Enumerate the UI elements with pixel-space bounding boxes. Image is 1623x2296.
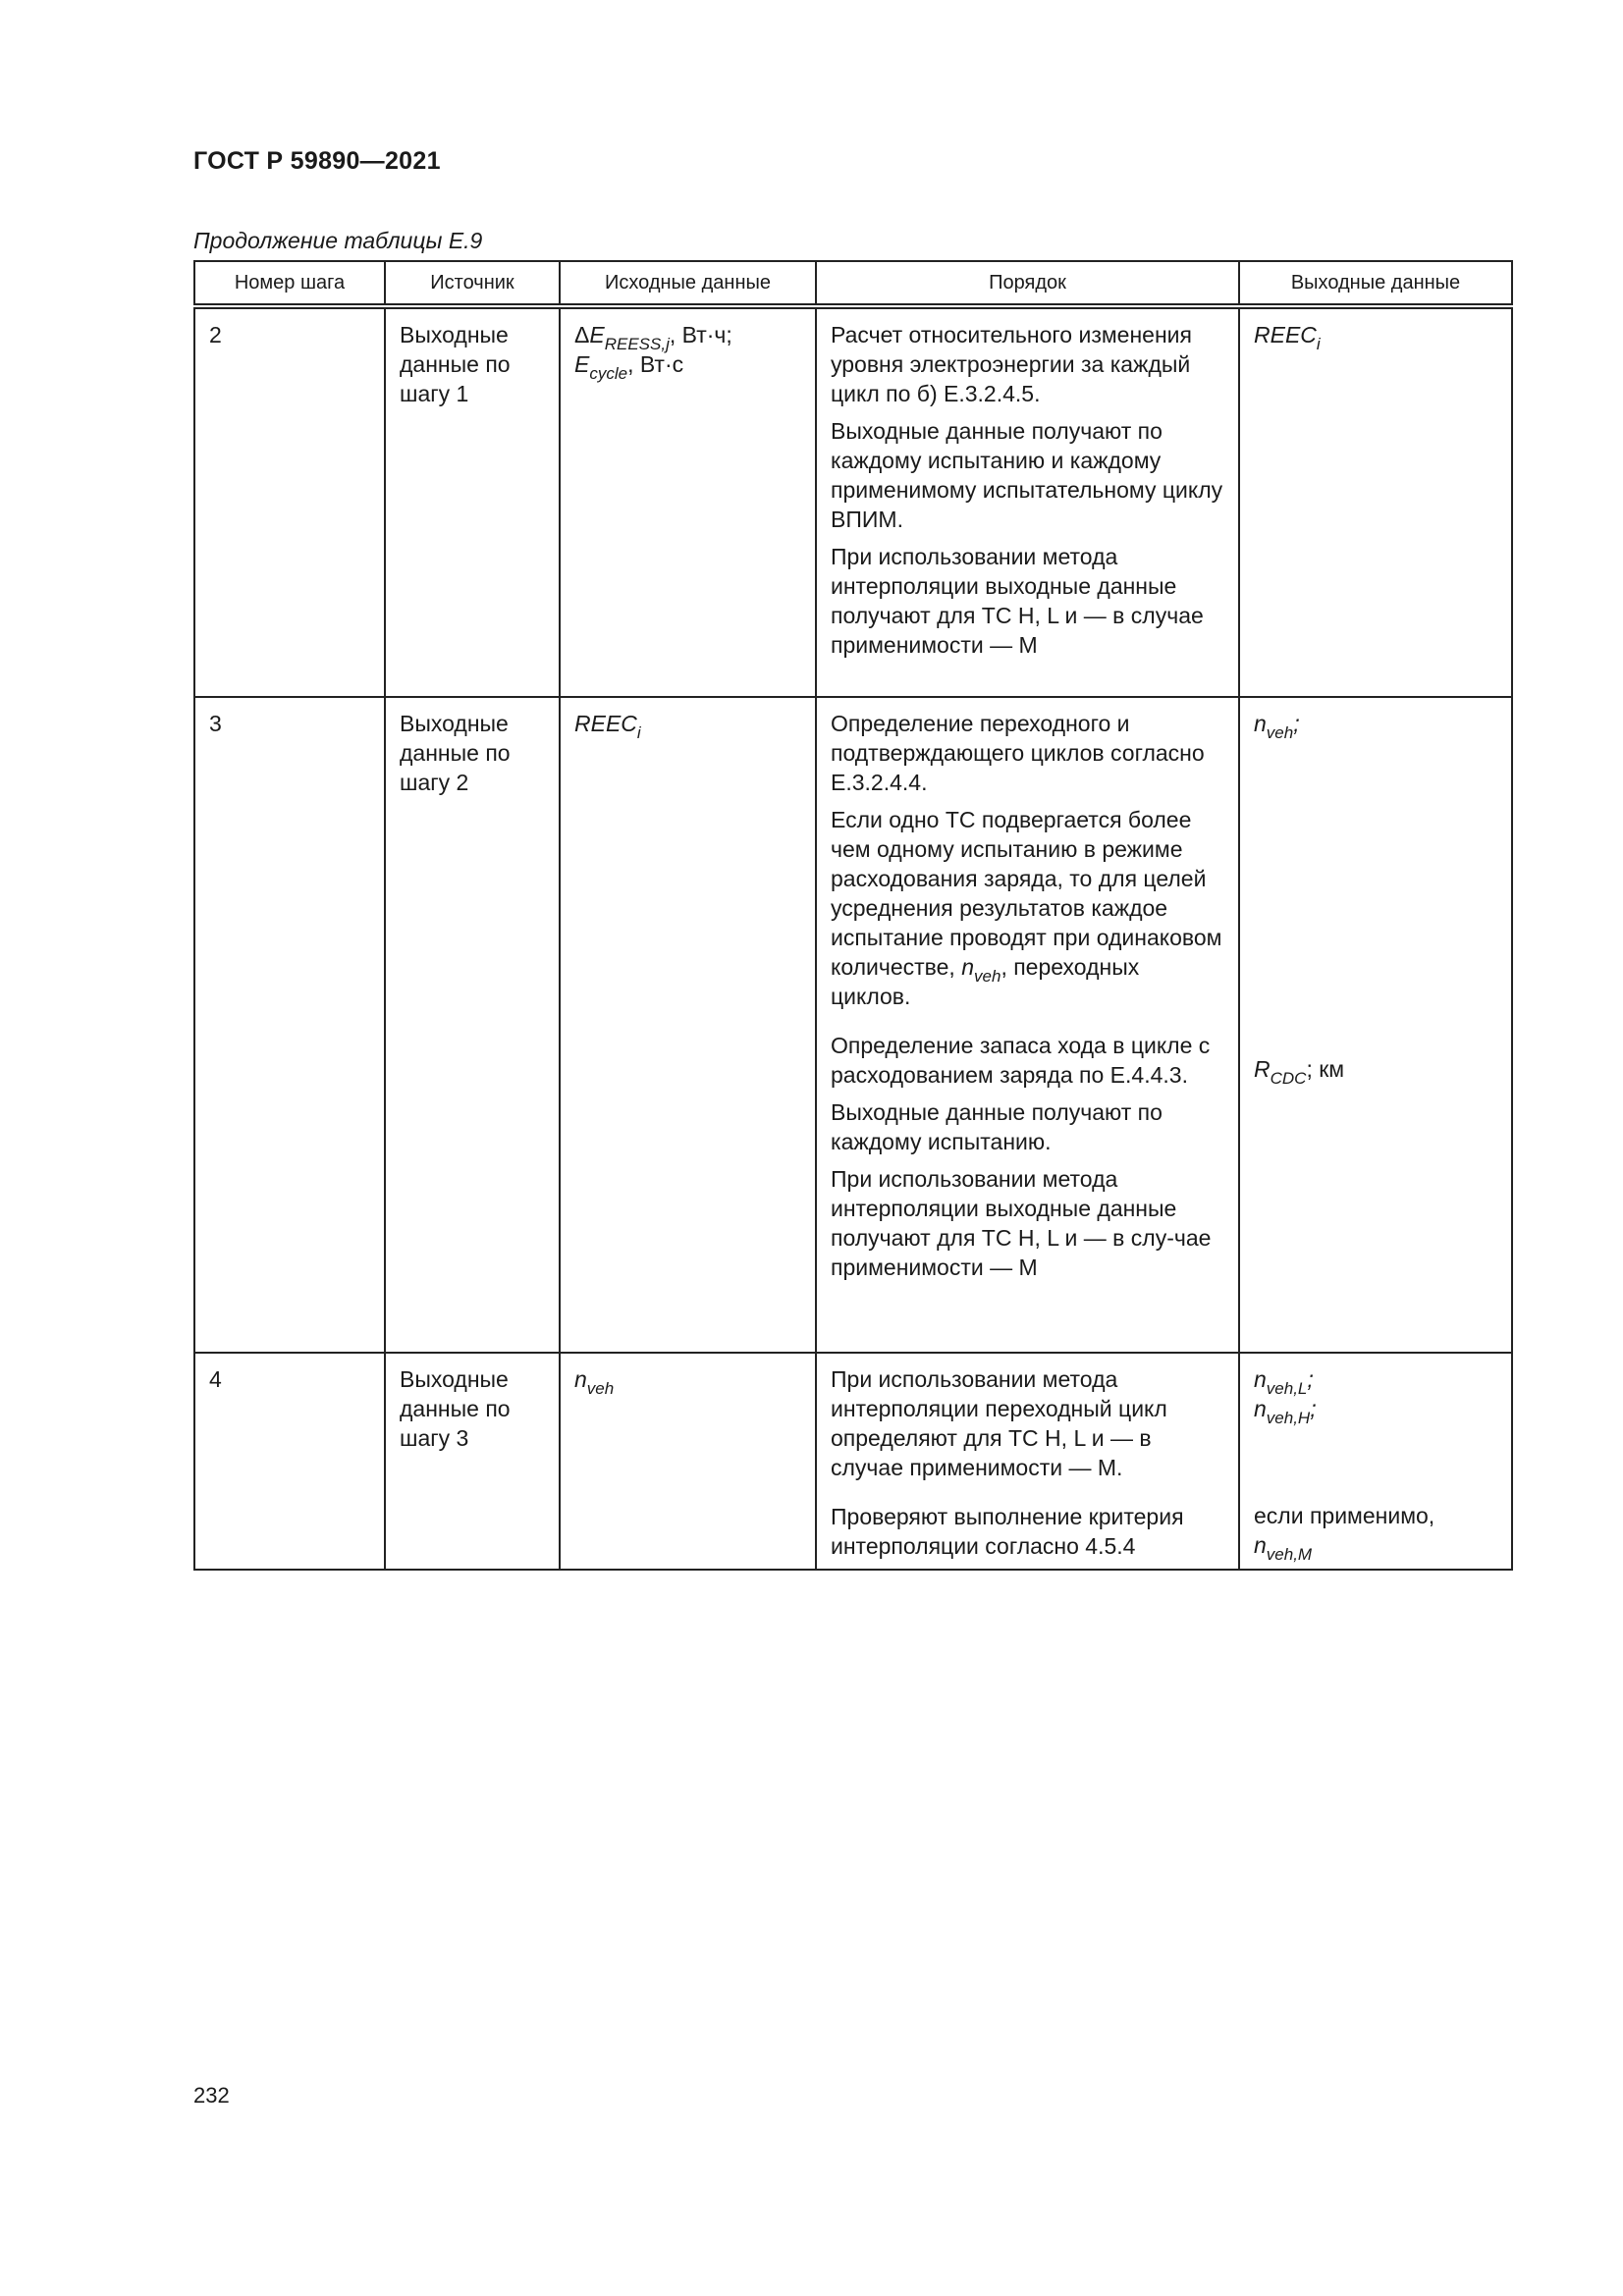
header-input: Исходные данные [560, 261, 816, 306]
output-line: $R_{CDC}$; км [1254, 1056, 1345, 1088]
procedure-paragraph: Определение запаса хода в цикле с расходованием заряда по Е.4.4.3. [831, 1033, 1211, 1088]
table-caption: Продолжение таблицы Е.9 [193, 228, 483, 253]
procedure-paragraph: Выходные данные получают по каждому испытанию. [831, 1099, 1163, 1154]
header-output: Выходные данные [1239, 261, 1512, 306]
output-line: если применимо, [1254, 1503, 1435, 1528]
procedure-paragraph: Расчет относительного изменения уровня электроэнергии за каждый цикл по б) Е.3.2.4.5. [831, 322, 1192, 406]
cell-procedure [816, 306, 1239, 697]
cell-input [560, 306, 816, 697]
cell-input: $n_{veh}$ [560, 1353, 816, 1570]
cell-source: Выходные данные по шагу 1 [385, 306, 560, 697]
procedure-paragraph: Определение переходного и подтверждающего циклов согласно Е.3.2.4.4. [831, 711, 1205, 795]
input-line: $E_{cycle}$, Вт·с [574, 351, 684, 383]
procedure-paragraph: При использовании метода интерполяции переходный цикл определяют для ТС Н, L и — в случае применимости — М. [831, 1366, 1167, 1480]
cell-source: Выходные данные по шагу 3 [385, 1353, 560, 1570]
procedure-paragraph: При использовании метода интерполяции выходные данные получают для ТС Н, L и — в случае применимости — М [831, 544, 1204, 658]
cell-output [1239, 1353, 1512, 1570]
procedure-paragraph: Выходные данные получают по каждому испытанию и каждому применимому испытательному циклу ВПИМ. [831, 418, 1223, 532]
header-step: Номер шага [194, 261, 385, 306]
cell-output [1239, 697, 1512, 1353]
output-line: $n_{veh,M}$ [1254, 1532, 1313, 1564]
header-source: Источник [385, 261, 560, 306]
cell-step: 4 [194, 1353, 385, 1570]
table-row [194, 306, 1512, 697]
procedure-paragraph: Если одно ТС подвергается более чем одному испытанию в режиме расходования заряда, то для целей усреднения результатов каждое испытание проводят при одинаковом количестве, $n_{veh}$, переходных циклов. [831, 807, 1222, 1009]
table-row [194, 1353, 1512, 1570]
procedure-paragraph: При использовании метода интерполяции выходные данные получают для ТС Н, L и — в слу-чае применимости — М [831, 1166, 1212, 1280]
procedure-paragraph: Проверяют выполнение критерия интерполяции согласно 4.5.4 [831, 1504, 1184, 1559]
cell-input: $REEC_i$ [560, 697, 816, 1353]
cell-output: $REEC_i$ [1239, 306, 1512, 697]
header-procedure: Порядок [816, 261, 1239, 306]
cell-step: 2 [194, 306, 385, 697]
output-line: $n_{veh,H}$; [1254, 1396, 1317, 1427]
cell-procedure [816, 697, 1239, 1353]
cell-source: Выходные данные по шагу 2 [385, 697, 560, 1353]
output-line: $n_{veh}$; [1254, 711, 1300, 742]
input-line: $\Delta E_{REESS,j}$, Вт·ч; [574, 322, 732, 353]
page-number: 232 [193, 2083, 230, 2108]
table-header-row [194, 261, 1512, 306]
cell-step: 3 [194, 697, 385, 1353]
steps-table [193, 260, 1513, 1571]
document-code: ГОСТ Р 59890—2021 [193, 147, 441, 175]
table-row [194, 697, 1512, 1353]
output-line: $n_{veh,L}$; [1254, 1366, 1314, 1398]
cell-procedure [816, 1353, 1239, 1570]
